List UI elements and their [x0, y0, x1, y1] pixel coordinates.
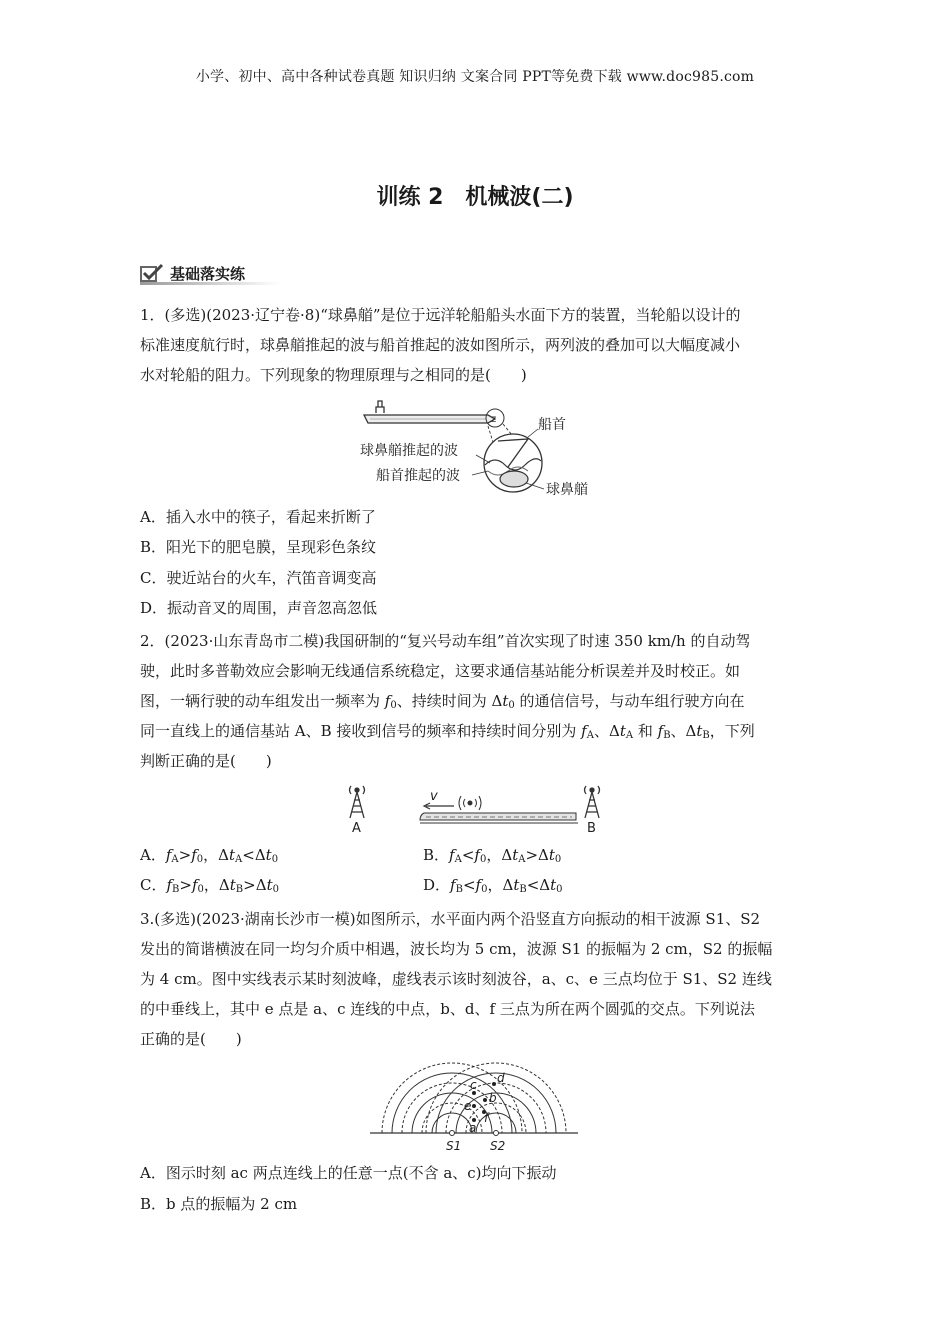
q3-line: 为 4 cm。图中实线表示某时刻波峰，虚线表示该时刻波谷，a、c、e 三点均位于 S1、S2 连线 — [140, 970, 772, 988]
q1-option-b: B．阳光下的肥皂膜，呈现彩色条纹 — [140, 538, 377, 556]
train-icon — [420, 813, 578, 823]
q2-option-b: B．$f_A<f_0$，$\Delta t_A>\Delta t_0$ — [423, 846, 562, 865]
velocity-label: v — [430, 789, 438, 804]
section-underline — [140, 282, 280, 285]
checkmark-icon — [140, 263, 164, 283]
bow-label: 船首 — [538, 417, 566, 433]
s1-label: S1 — [446, 1139, 462, 1153]
station-b-label: B — [587, 821, 596, 836]
point-d-label: d — [497, 1071, 505, 1085]
q2-line: 驶，此时多普勒效应会影响无线通信系统稳定，这要求通信基站能分析误差并及时校正。如 — [140, 662, 741, 680]
q1-line: 水对轮船的阻力。下列现象的物理原理与之相同的是( ) — [140, 366, 527, 384]
q2-option-a: A．$f_A>f_0$，$\Delta t_A<\Delta t_0$ — [140, 846, 279, 865]
q1-line: 1．(多选)(2023·辽宁卷·8)“球鼻艏”是位于远洋轮船船头水面下方的装置，当轮船以设计的 — [140, 306, 741, 324]
z-mark: z — [491, 414, 497, 425]
q2-line: 判断正确的是( ) — [140, 752, 272, 770]
page-title: 训练 2 机械波(二) — [376, 185, 574, 210]
q1-option-c: C．驶近站台的火车，汽笛音调变高 — [140, 569, 377, 587]
question-2-stem — [140, 626, 812, 776]
q3-line: 正确的是( ) — [140, 1030, 242, 1048]
q1-option-d: D．振动音叉的周围，声音忽高忽低 — [140, 599, 378, 617]
question-1-stem — [140, 300, 812, 390]
ship-bulbous-bow-figure — [358, 393, 598, 501]
q1-line: 标准速度航行时，球鼻艏推起的波与船首推起的波如图所示，两列波的叠加可以大幅度减小 — [140, 336, 741, 354]
train-stations-figure — [336, 782, 626, 836]
s2-label: S2 — [490, 1139, 506, 1153]
point-c-label: c — [470, 1078, 477, 1092]
section-heading — [140, 262, 245, 284]
antenna-tower-icon — [350, 786, 365, 818]
point-a-label: a — [469, 1121, 477, 1135]
ship-icon — [364, 401, 495, 423]
q2-option-c: C．$f_B>f_0$，$\Delta t_B>\Delta t_0$ — [140, 876, 279, 895]
q3-line: 3.(多选)(2023·湖南长沙市一模)如图所示，水平面内两个沿竖直方向振动的相干波源 S1、S2 — [140, 910, 761, 928]
antenna-tower-icon — [585, 786, 600, 818]
page-header: 小学、初中、高中各种试卷真题 知识归纳 文案合同 PPT等免费下载 www.doc985.com — [195, 69, 755, 85]
q3-option-a: A．图示时刻 ac 两点连线上的任意一点(不含 a、c)均向下振动 — [140, 1164, 557, 1182]
q3-line: 发出的简谐横波在同一均匀介质中相遇，波长均为 5 cm，波源 S1 的振幅为 2 cm，S2 的振幅 — [140, 940, 773, 958]
q2-option-d: D．$f_B<f_0$，$\Delta t_B<\Delta t_0$ — [423, 876, 563, 895]
signal-icon — [459, 796, 481, 810]
bulb-wave-label: 球鼻艏推起的波 — [360, 443, 458, 459]
section-label: 基础落实练 — [170, 264, 246, 283]
question-3-stem — [140, 904, 812, 1054]
bulb-label: 球鼻艏 — [546, 482, 588, 498]
point-b-label: b — [489, 1091, 497, 1105]
q1-option-a: A．插入水中的筷子，看起来折断了 — [140, 508, 376, 526]
station-a-label: A — [352, 821, 361, 836]
interference-figure — [366, 1056, 582, 1154]
point-e-label: e — [464, 1099, 472, 1113]
q3-option-b: B．b 点的振幅为 2 cm — [140, 1195, 298, 1213]
q3-line: 的中垂线上，其中 e 点是 a、c 连线的中点，b、d、f 三点为所在两个圆弧的交点。下列说法 — [140, 1000, 755, 1018]
bow-wave-label: 船首推起的波 — [376, 468, 460, 484]
q2-line: 同一直线上的通信基站 A、B 接收到信号的频率和持续时间分别为 $f_A$、$\Delta t_A$ 和 $f_B$、$\Delta t_B$，下列 — [140, 722, 755, 741]
q2-line: 2．(2023·山东青岛市二模)我国研制的“复兴号动车组”首次实现了时速 350 km/h 的自动驾 — [140, 632, 751, 650]
q2-line: 图，一辆行驶的动车组发出一频率为 $f_0$、持续时间为 $\Delta t_0$ 的通信信号，与动车组行驶方向在 — [140, 692, 745, 711]
point-f-label: f — [484, 1111, 489, 1125]
